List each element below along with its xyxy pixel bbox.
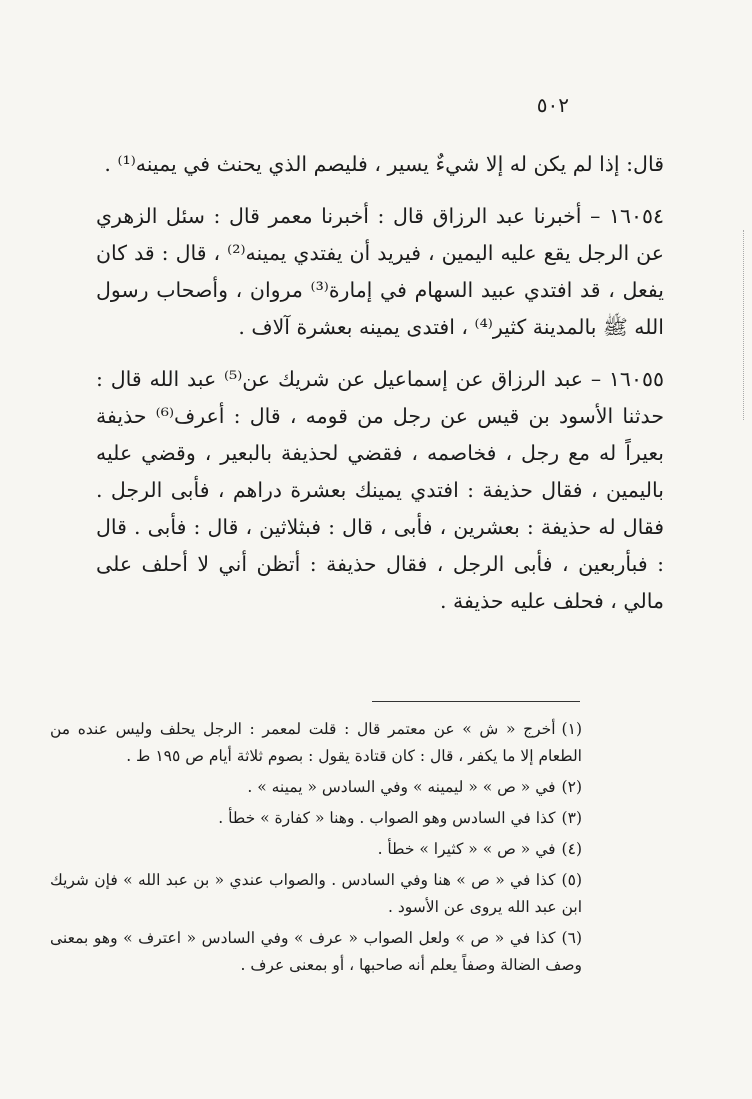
main-text: [96, 146, 664, 620]
footnote: [50, 925, 582, 979]
footnote-text: أخرج « ش » عن معتمر قال : قلت لمعمر : الرجل يحلف وليس عنده من الطعام إلا ما يكفر ، قال : كان قتادة يقول : بصوم ثلاثة أيام ص ١٩٥ ط .: [50, 720, 582, 765]
opening-line: قال: إذا لم يكن له إلا شيءٌ يسير ، فليصم الذي يحنث في يمينه⁽¹⁾ .: [104, 152, 664, 176]
hadith-entry: [96, 198, 664, 346]
footnote-number: (٥): [561, 871, 582, 889]
hadith-number: ١٦٠٥٥: [608, 367, 664, 391]
page-edge-mark: [743, 230, 744, 420]
footnote: [50, 774, 582, 801]
footnote-text: كذا في « ص » هنا وفي السادس . والصواب عندي « بن عبد الله » فإن شريك ابن عبد الله يروى عن الأسود .: [50, 871, 582, 916]
hadith-text: – أخبرنا عبد الرزاق قال : أخبرنا معمر قال : سئل الزهري عن الرجل يقع عليه اليمين ، فيريد أن يفتدي يمينه⁽²⁾ ، قال : قد كان يفعل ، قد افتدي عبيد السهام في إمارة⁽³⁾ مروان ، وأصحاب رسول الله ﷺ بالمدينة كثير⁽⁴⁾ ، افتدى يمينه بعشرة آلاف .: [96, 204, 664, 339]
hadith-entry: [96, 361, 664, 620]
footnote-divider: [372, 701, 580, 702]
footnote-text: في « ص » « كثيرا » خطأ .: [377, 840, 556, 858]
hadith-text: – عبد الرزاق عن إسماعيل عن شريك عن⁽⁵⁾ عبد الله قال : حدثنا الأسود بن قيس عن رجل من قومه ، قال : أعرف⁽⁶⁾ حذيفة بعيراً له مع رجل ، فخاصمه ، فقضي لحذيفة بالبعير ، وقضي عليه باليمين ، فقال حذيفة : افتدي يمينك بعشرة دراهم ، فأبى الرجل . فقال له حذيفة : بعشرين ، فأبى ، قال : فبثلاثين ، قال : فأبى . قال : فبأربعين ، فأبى الرجل ، فقال حذيفة : أتظن أني لا أحلف على مالي ، فحلف عليه حذيفة .: [96, 367, 664, 613]
footnote-number: (٢): [561, 778, 582, 796]
footnote-text: كذا في « ص » ولعل الصواب « عرف » وفي السادس « اعترف » وهو بمعنى وصف الضالة وصفاً يعلم أنه صاحبها ، أو بمعنى عرف .: [50, 929, 582, 974]
footnote: [50, 716, 582, 770]
footnote: [50, 805, 582, 832]
hadith-number: ١٦٠٥٤: [608, 204, 664, 228]
footnote-text: كذا في السادس وهو الصواب . وهنا « كفارة » خطأ .: [218, 809, 556, 827]
page-number: ٥٠٢: [536, 93, 569, 117]
footnote-number: (٤): [561, 840, 582, 858]
footnote-text: في « ص » « ليمينه » وفي السادس « يمينه » .: [247, 778, 556, 796]
footnote-number: (١): [561, 720, 582, 738]
footnote: [50, 867, 582, 921]
footnote: [50, 836, 582, 863]
footnote-number: (٣): [561, 809, 582, 827]
footnote-number: (٦): [561, 929, 582, 947]
footnotes: [50, 716, 582, 983]
